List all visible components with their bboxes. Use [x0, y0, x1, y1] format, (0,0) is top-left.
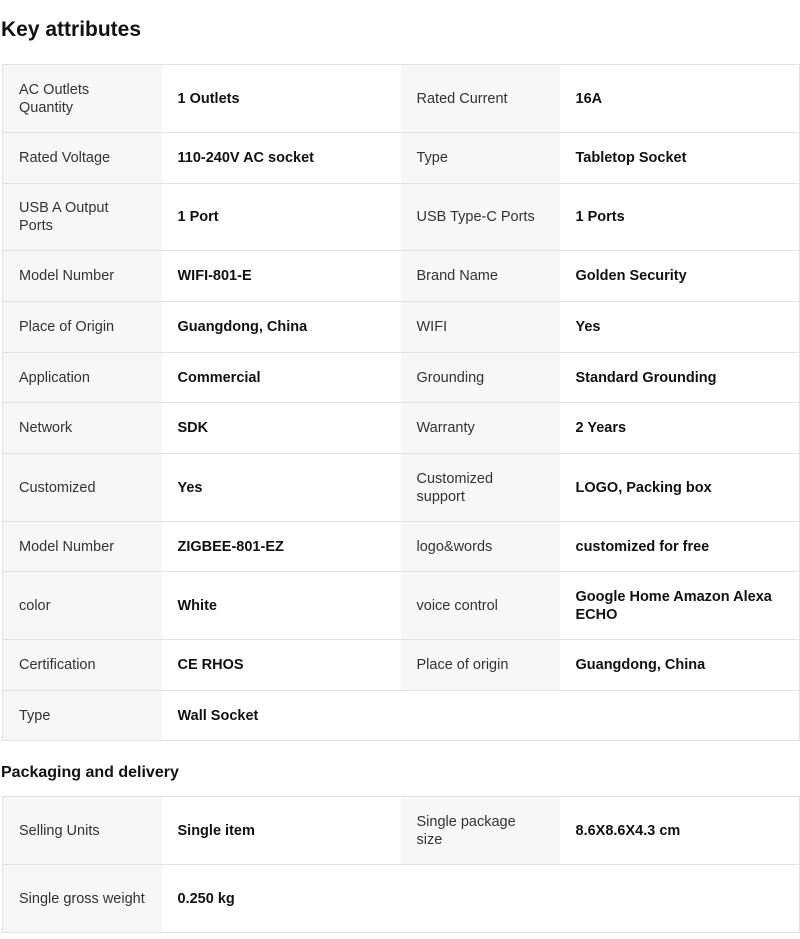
attribute-label: Model Number	[3, 522, 162, 572]
packaging-heading: Packaging and delivery	[1, 764, 179, 781]
attribute-label: WIFI	[401, 302, 560, 353]
attribute-label: Type	[401, 133, 560, 184]
attribute-value: Wall Socket	[162, 691, 401, 741]
table-row	[3, 403, 800, 454]
attribute-label: Warranty	[401, 403, 560, 454]
attribute-value: 16A	[560, 65, 800, 133]
table-row	[3, 640, 800, 691]
attribute-label: Certification	[3, 640, 162, 691]
attribute-value: 110-240V AC socket	[162, 133, 401, 184]
empty-cell	[401, 691, 800, 741]
attribute-value: White	[162, 572, 401, 640]
attribute-value: 1 Ports	[560, 184, 800, 251]
attribute-label: Network	[3, 403, 162, 454]
attribute-value: Guangdong, China	[560, 640, 800, 691]
attribute-label: USB A Output Ports	[3, 184, 162, 251]
attribute-value: Guangdong, China	[162, 302, 401, 353]
table-row	[3, 691, 800, 741]
attribute-value: 0.250 kg	[162, 865, 401, 933]
attribute-value: Single item	[162, 797, 401, 865]
attribute-value: Golden Security	[560, 251, 800, 302]
attribute-label: Customized support	[401, 454, 560, 522]
attribute-value: CE RHOS	[162, 640, 401, 691]
attribute-value: Yes	[560, 302, 800, 353]
attribute-label: Place of origin	[401, 640, 560, 691]
attribute-label: Rated Voltage	[3, 133, 162, 184]
attribute-label: Selling Units	[3, 797, 162, 865]
attribute-value: 2 Years	[560, 403, 800, 454]
key-attributes-heading: Key attributes	[1, 18, 142, 41]
attribute-label: voice control	[401, 572, 560, 640]
attribute-label: USB Type-C Ports	[401, 184, 560, 251]
attribute-label: color	[3, 572, 162, 640]
table-row	[3, 353, 800, 403]
attribute-value: LOGO, Packing box	[560, 454, 800, 522]
attribute-value: SDK	[162, 403, 401, 454]
attribute-value: Google Home Amazon Alexa ECHO	[560, 572, 800, 640]
table-row	[3, 133, 800, 184]
attribute-value: customized for free	[560, 522, 800, 572]
attribute-value: Tabletop Socket	[560, 133, 800, 184]
attribute-value: 1 Outlets	[162, 65, 401, 133]
packaging-table	[2, 796, 800, 933]
attribute-label: logo&words	[401, 522, 560, 572]
attribute-label: AC Outlets Quantity	[3, 65, 162, 133]
attribute-label: Application	[3, 353, 162, 403]
attribute-value: WIFI-801-E	[162, 251, 401, 302]
table-row	[3, 797, 800, 865]
table-row	[3, 65, 800, 133]
attribute-label: Brand Name	[401, 251, 560, 302]
attribute-label: Single gross weight	[3, 865, 162, 933]
attribute-value: ZIGBEE-801-EZ	[162, 522, 401, 572]
attribute-value: 1 Port	[162, 184, 401, 251]
table-row	[3, 302, 800, 353]
table-row	[3, 251, 800, 302]
attribute-label: Place of Origin	[3, 302, 162, 353]
attribute-label: Model Number	[3, 251, 162, 302]
attribute-value: Yes	[162, 454, 401, 522]
empty-cell	[401, 865, 800, 933]
table-row	[3, 865, 800, 933]
attribute-value: Standard Grounding	[560, 353, 800, 403]
attribute-label: Grounding	[401, 353, 560, 403]
attribute-label: Type	[3, 691, 162, 741]
attribute-label: Rated Current	[401, 65, 560, 133]
attribute-value: Commercial	[162, 353, 401, 403]
table-row	[3, 522, 800, 572]
table-row	[3, 454, 800, 522]
attribute-value: 8.6X8.6X4.3 cm	[560, 797, 800, 865]
table-row	[3, 572, 800, 640]
table-row	[3, 184, 800, 251]
attribute-label: Single package size	[401, 797, 560, 865]
key-attributes-table	[2, 64, 800, 741]
attribute-label: Customized	[3, 454, 162, 522]
